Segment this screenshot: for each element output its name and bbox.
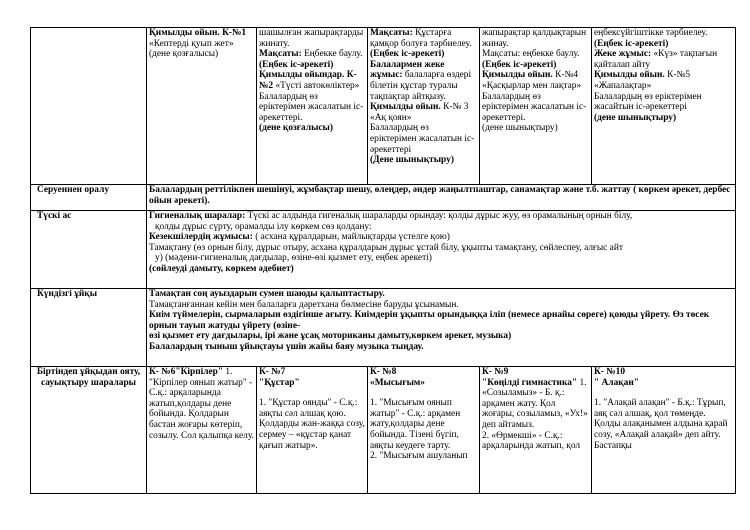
game-number: К-№4 xyxy=(555,70,579,81)
goal-label: Мақсаты: xyxy=(259,49,302,60)
activity-type: (дене шынықтыру) xyxy=(594,112,677,123)
activity-cell-mon xyxy=(147,28,257,185)
goal-label: Мақсаты: xyxy=(370,28,413,38)
row-label-empty xyxy=(31,28,147,185)
game-number: К-№ 3 xyxy=(443,102,469,113)
game-desc: Балалардың өз еріктерімен жасалатын іс-әрекеттері. xyxy=(482,91,587,123)
work-label: (Еңбек іс-әрекеті) xyxy=(259,59,334,70)
activity-cell-wed xyxy=(368,28,480,185)
gymnastics-text: "Кірпілер оянып жатыр" - С.қ.: арқаларында жатып,қолдары дене бойында. Қолдарын бастан жоғары көтеріп, созылу. Сол қалыпқа келу. xyxy=(149,377,254,441)
activity-type: (Дене шынықтыру) xyxy=(370,155,454,166)
intro-text: еңбексүйгіштікке тәрбиелеу. xyxy=(594,28,708,38)
gymnastics-cell-tue xyxy=(257,367,368,494)
lunch-label: Түскі ас xyxy=(31,211,147,289)
individual-work-text: «Күз» тақпағын қайталап айту xyxy=(594,49,718,70)
gymnastics-cell-thu xyxy=(480,367,592,494)
item-number: 1. xyxy=(579,377,587,388)
duty-text: ( асхана құралдарын, майлықтарды үстелге қою) xyxy=(255,232,450,243)
hygiene-label: Гигиеналық шаралар: xyxy=(149,211,246,221)
lunch-tail: (сөйлеуді дамыту, көркем әдебиет) xyxy=(149,263,294,274)
individual-work-text: балаларға өздері білетін құстар туралы тақпақтар айтқызу. xyxy=(370,70,472,102)
activity-cell-thu xyxy=(480,28,592,185)
gymnastics-text: «Созыламыз» - Б. қ.: арқамен жату. Қол жоғары, созыламыз, «Ух!» деп айтамыз. xyxy=(482,388,588,430)
goal-label: Мақсаты: xyxy=(482,49,521,60)
eating-text-2: у) (мәдени-гигиеналық дағдылар, өзіне-өзі қызмет ету, еңбек әрекеті) xyxy=(155,253,432,264)
gradual-wakeup-row xyxy=(31,367,736,494)
goal-text: еңбекке баулу. xyxy=(522,49,580,60)
game-name: «Кептерді қуып жет» xyxy=(149,38,234,49)
hygiene-text-2: қолды дұрыс сүрту, орамалды ілу көркем сөз қолдану: xyxy=(155,221,372,232)
activity-type: (дене қозғалысы) xyxy=(149,49,219,60)
nap-row xyxy=(31,289,736,367)
hygiene-text: Түскі ас алдында гигеналық шараларды орындау: қолды дұрыс жуу, өз орамалының орнын білу, xyxy=(247,211,633,221)
schedule-table xyxy=(30,27,736,494)
gymnastics-header: К- №7 xyxy=(259,367,286,377)
item-number: 1. xyxy=(225,367,233,377)
nap-line-5: Балалардың тыныш ұйықтауы үшін жайы баяу музыка тыңдау. xyxy=(149,341,424,352)
gymnastics-header: К- №10 xyxy=(594,367,626,377)
game-label: Қимылды ойын. xyxy=(482,70,553,81)
activity-type: (дене шынықтыру) xyxy=(482,123,558,134)
gymnastics-cell-wed xyxy=(368,367,480,494)
walk-return-label: Серуеннен оралу xyxy=(31,185,147,211)
goal-text: Құстарға қамқор болуға тәрбиелеу. xyxy=(370,28,472,49)
gymnastics-cell-fri xyxy=(592,367,736,494)
nap-line-3: Киім түймелерін, сырмаларын өздігінше ағыту. Киімдерін ұқыпты орындыққа іліп (немесе арнайы сөреге) қоюды үйрету. Өз төсек орнын тауып жатуды үйрету (өзіне- xyxy=(149,310,710,331)
duty-label: Кезекшілердің жұмысы: xyxy=(149,232,253,243)
gymnastics-sub: "Құстар" xyxy=(259,377,300,388)
outdoor-activities-row xyxy=(31,28,736,185)
game-name: «Түсті автокөліктер» xyxy=(275,80,360,91)
gymnastics-sub: " Алақан" xyxy=(594,377,639,388)
activity-cell-tue xyxy=(257,28,368,185)
game-name: «Қасқырлар мен лақтар» xyxy=(482,80,582,91)
gymnastics-sub: «Мысығым» xyxy=(370,377,425,388)
goal-text: Еңбекке баулу. xyxy=(304,49,363,60)
nap-line-1: Тамақтан соң ауыздарын сумен шаюды қалыптастыру. xyxy=(149,289,385,299)
work-label: (Еңбек іс-әрекеті) xyxy=(594,38,669,49)
individual-work-label: Жеке жұмыс: xyxy=(594,49,652,60)
nap-content xyxy=(147,289,736,367)
game-desc: Балалардың өз еріктерімен жасалатын іс-әрекеттері xyxy=(370,123,475,155)
lunch-row xyxy=(31,211,736,289)
game-label: Қимылды ойындар. К-№2 xyxy=(259,70,357,91)
game-desc: Балалардың өз еріктерімен жасалатын іс-әрекеттері. xyxy=(259,91,364,123)
individual-work-label: Балалармен жеке жұмыс: xyxy=(370,59,445,81)
activity-type: (дене қозғалысы) xyxy=(259,123,333,134)
gymnastics-header: К- №9 xyxy=(482,367,509,377)
gradual-wakeup-label: Біртіндеп ұйқыдан ояту, сауықтыру шаралары xyxy=(31,367,147,494)
schedule-document xyxy=(30,27,735,494)
intro-text: жапырақтар қалдықтарын жинау. xyxy=(482,28,587,49)
gymnastics-text-2: 2. "Мысығым ашуланып xyxy=(370,451,468,462)
nap-label: Күндізгі ұйқы xyxy=(31,289,147,367)
game-label: Қимылды ойын. xyxy=(594,70,665,81)
gymnastics-text: 1. "Алақай алақан" - Б.қ.: Тұрып, аяқ сәл алшақ, қол төмеңде. Қолды алақанымен алдына қарай созу, «Алақай алақай» деп айту. Бастапқы xyxy=(594,398,728,451)
nap-line-4: өзі қызмет ету дағдылары, ірі және ұсақ моториканы дамыту,көркем әрекет, музыка) xyxy=(149,331,512,342)
walk-return-row xyxy=(31,185,736,211)
lunch-content xyxy=(147,211,736,289)
gymnastics-header: К- №8 xyxy=(370,367,397,377)
game-name: «Ақ қоян» xyxy=(370,112,412,123)
game-number: К-№5 xyxy=(667,70,691,81)
intro-text: шашылған жапырақтарды жинату. xyxy=(259,28,364,49)
gymnastics-text: 1. "Мысығым оянып жатыр" - С.қ.: арқамен жату,қолдары дене бойында. Тізені бүгіп, аяқты кеудеге тарту. xyxy=(370,398,461,451)
game-label: Қимылды ойын. xyxy=(370,102,441,113)
activity-cell-fri xyxy=(592,28,736,185)
work-label: (Еңбек іс-әрекеті) xyxy=(370,49,445,60)
gymnastics-sub: "Көңілді гимнастика" xyxy=(482,377,578,388)
gymnastics-text: 1. "Құстар оянды" - С.қ.: аяқты сәл алшақ қою. Қолдарды жан-жаққа созу, сермеу – «құстар қанат қағып жатыр». xyxy=(259,398,365,451)
game-desc: Балалардың өз еріктерімен жасайтын іс-әрекеттері xyxy=(594,91,702,113)
gymnastics-text-2: 2. «Өрмекші» - С.қ.: арқаларында жатып, қол xyxy=(482,430,581,452)
game-title: Қимылды ойын. К-№1 xyxy=(149,28,247,38)
eating-text: Тамақтану (өз орнын білу, дұрыс отыру, асхана құралдарын дұрыс ұстай білу, ұқыпты тамақтану, сөйлеспеу, алғыс айт xyxy=(149,242,623,253)
nap-line-2: Тамақтанғаннан кейін мен балаларға дәретхана бөлмесіне баруды ұсынамын. xyxy=(149,299,459,310)
gymnastics-cell-mon xyxy=(147,367,257,494)
work-label: (Еңбек іс-әрекеті) xyxy=(482,59,557,70)
game-name: «Жапалақтар» xyxy=(594,80,652,91)
walk-return-text: Балалардың реттілікпен шешінуі, жұмбақтар шешу, өлеңдер, әндер жаңылтпаштар, санамақтар және т.б. жаттау ( көркем әрекет, дербес ойын әрекеті). xyxy=(147,185,736,211)
gymnastics-header: К- №6"Кірпілер" xyxy=(149,367,224,377)
